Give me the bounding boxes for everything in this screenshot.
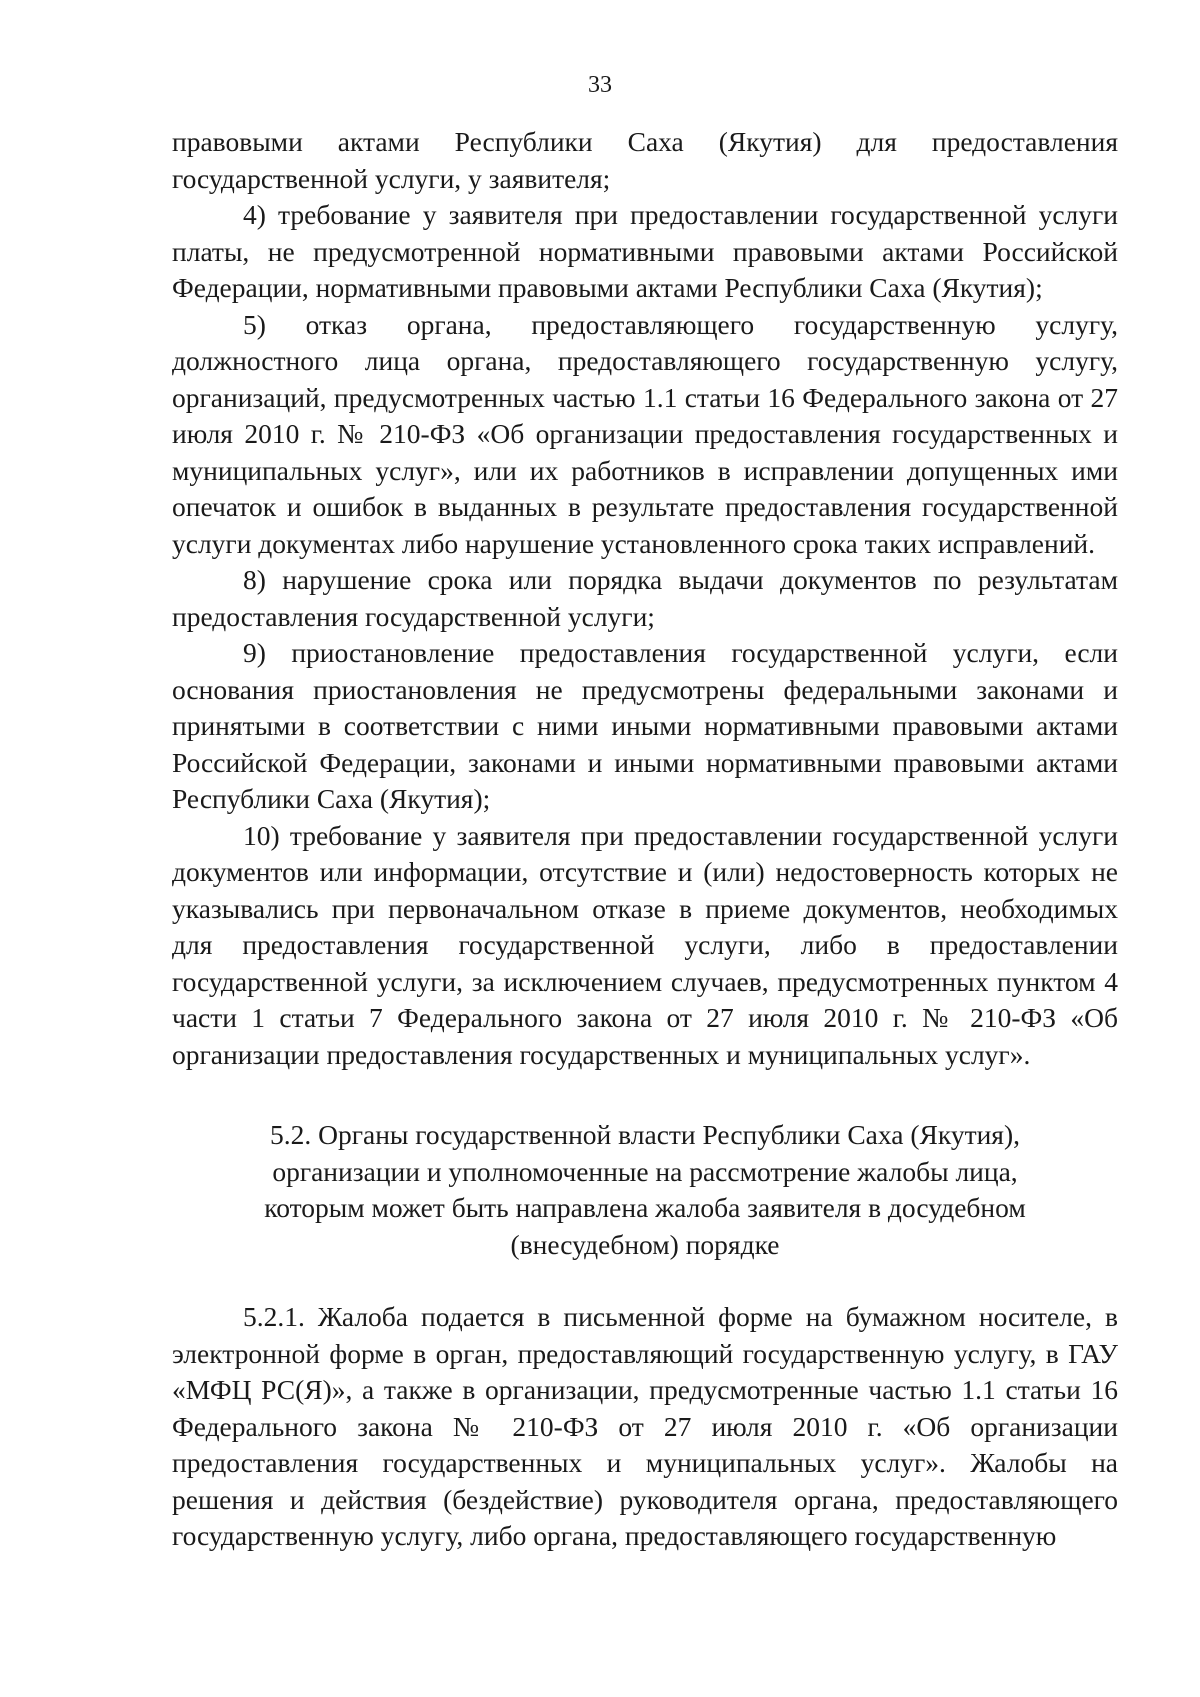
paragraph-5-2-1: 5.2.1. Жалоба подается в письменной форме на бумажном носителе, в электронной форме в орган, предоставляющий государственную услугу, в ГАУ «МФЦ РС(Я)», а также в организации, предусмотренные частью 1.1 статьи 16 Федерального закона № 210-ФЗ от 27 июля 2010 г. «Об организации предоставления государственных и муниципальных услуг». Жалобы на решения и действия (бездействие) руководителя органа, предоставляющего государственную услугу, либо органа, предоставляющего государственную xyxy=(172,1301,1118,1551)
page-number: 33 xyxy=(588,72,612,98)
section-heading-line: 5.2. Органы государственной власти Республики Саха (Якутия), xyxy=(269,1119,1020,1150)
paragraph-item-4: 4) требование у заявителя при предоставлении государственной услуги платы, не предусмотренной нормативными правовыми актами Российской Федерации, нормативными правовыми актами Республики Саха (Якутия); xyxy=(172,199,1118,303)
paragraph-item-8: 8) нарушение срока или порядка выдачи документов по результатам предоставления государственной услуги; xyxy=(172,564,1118,632)
paragraph-item-10: 10) требование у заявителя при предоставлении государственной услуги документов или информации, отсутствие и (или) недостоверность которых не указывались при первоначальном отказе в приеме документов, необходимых для предоставления государственной услуги, либо в предоставлении государственной услуги, за исключением случаев, предусмотренных пунктом 4 части 1 статьи 7 Федерального закона от 27 июля 2010 г. № 210-ФЗ «Об организации предоставления государственных и муниципальных услуг». xyxy=(172,819,1118,1070)
paragraph-item-5: 5) отказ органа, предоставляющего государственную услугу, должностного лица органа, предоставляющего государственную услугу, организаций, предусмотренных частью 1.1 статьи 16 Федерального закона от 27 июля 2010 г. № 210-ФЗ «Об организации предоставления государственных и муниципальных услуг», или их работников в исправлении допущенных ими опечаток и ошибок в выданных в результате предоставления государственной услуги документах либо нарушение установленного срока таких исправлений. xyxy=(172,308,1118,559)
document-body xyxy=(172,124,1118,1555)
section-heading-line: которым может быть направлена жалоба заявителя в досудебном xyxy=(264,1192,1026,1223)
section-heading-line: организации и уполномоченные на рассмотрение жалобы лица, xyxy=(272,1155,1018,1187)
section-heading-line: (внесудебном) порядке xyxy=(510,1228,780,1260)
paragraph-item-9: 9) приостановление предоставления государственной услуги, если основания приостановления не предусмотрены федеральными законами и принятыми в соответствии с ними иными нормативными правовыми актами Российской Федерации, законами и иными нормативными правовыми актами Республики Саха (Якутия); xyxy=(172,637,1118,814)
paragraph-continuation: правовыми актами Республики Саха (Якутия) для предоставления государственной услуги, у заявителя; xyxy=(172,126,1118,194)
section-heading-5-2 xyxy=(172,1117,1118,1263)
